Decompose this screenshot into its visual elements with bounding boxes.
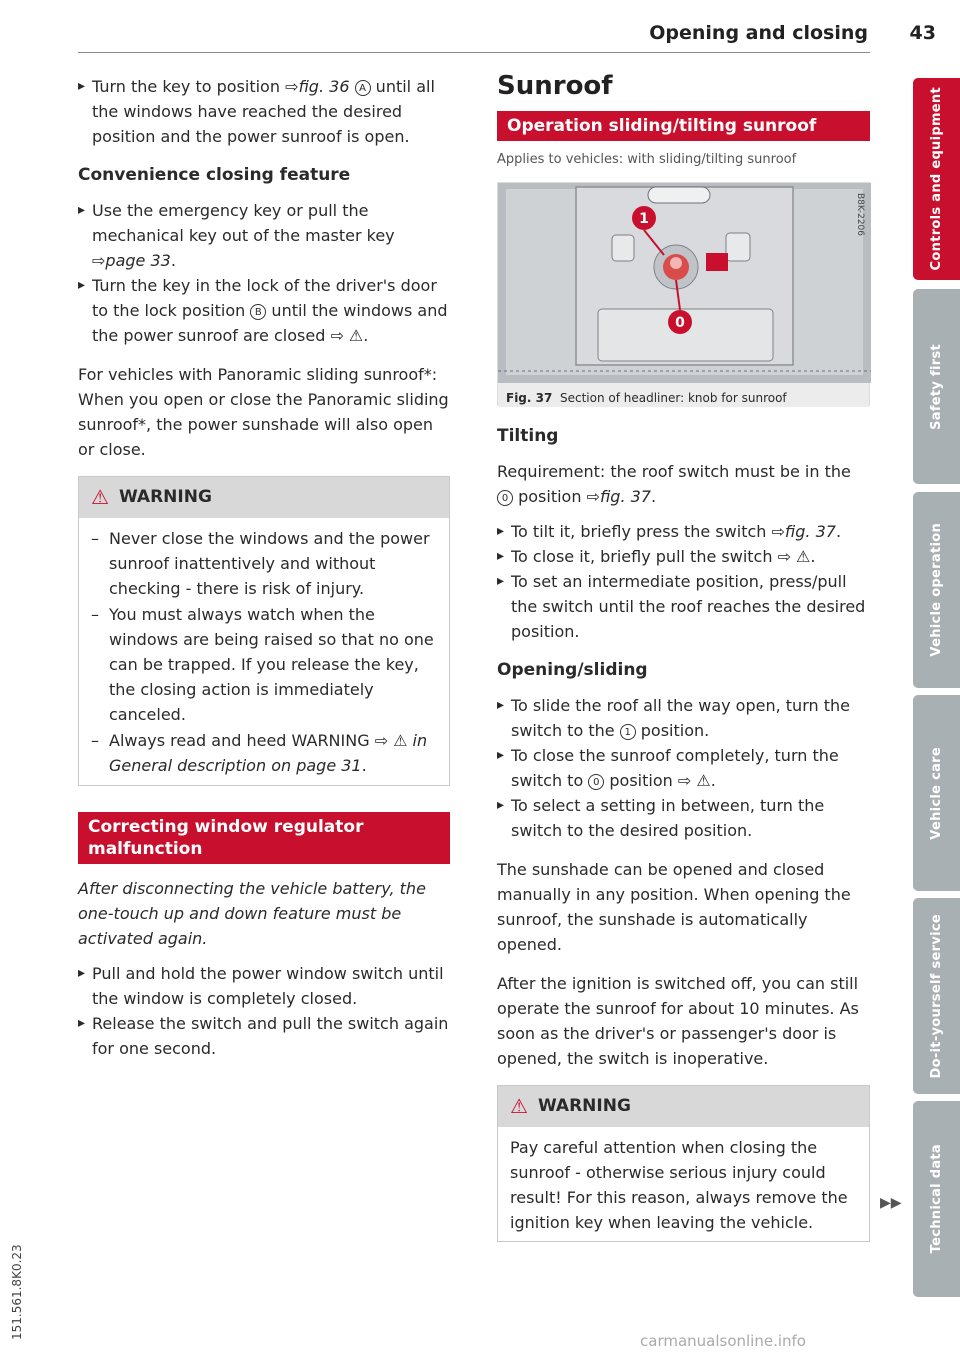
warning-triangle-icon: ⚠ [510,1094,528,1118]
headliner-illustration [498,183,871,383]
warning-text: Pay careful attention when closing the sunroof - otherwise serious injury could result! For this reason, always remove the ignition key when leaving the vehicle. [510,1138,848,1232]
page-header-title: Opening and closing [649,22,868,44]
correcting-intro: After disconnecting the vehicle battery, the one-touch up and down feature must be activated again. [78,879,426,948]
opening-sliding-heading: Opening/sliding [497,660,648,680]
footer-watermark: carmanualsonline.info [640,1332,806,1350]
sunshade-paragraph: The sunshade can be opened and closed manually in any position. When opening the sunroof, the sunshade is automatically opened. [497,860,851,954]
tilting-heading: Tilting [497,426,559,446]
list-item: ▸ Turn the key in the lock of the driver's door to the lock position B until the windows and the power sunroof are closed ⇨ ⚠. [78,273,450,348]
figure-caption: Fig. 37 Section of headliner: knob for sunroof [498,383,869,407]
tab-vehicle-operation[interactable]: Vehicle operation [913,492,960,688]
applies-note: Applies to vehicles: with sliding/tilting sunroof [497,152,797,167]
tab-technical-data[interactable]: Technical data [913,1101,960,1297]
warning-item: – You must always watch when the windows are being raised so that no one can be trapped. If you release the key, the closing action is immediately canceled. [91,602,437,727]
figure-reference-link[interactable]: ⇨fig. 37 [586,487,651,506]
figure-label-1: 1 [639,211,649,227]
panoramic-paragraph: For vehicles with Panoramic sliding sunroof*: When you open or close the Panoramic sliding sunroof*, the power sunshade will also open or close. [78,365,449,459]
warning-triangle-icon: ⚠ [91,485,109,509]
position-b-marker: B [250,304,266,320]
warning-header: ⚠ WARNING [498,1086,869,1127]
figure-reference-link[interactable]: ⇨fig. 37 [771,522,836,541]
tab-do-it-yourself-service[interactable]: Do-it-yourself service [913,898,960,1094]
left-column [78,74,450,1061]
page-number: 43 [909,22,936,44]
tab-vehicle-care[interactable]: Vehicle care [913,695,960,891]
section-title: Sunroof [497,71,613,101]
tab-safety-first[interactable]: Safety first [913,289,960,484]
correcting-regulator-heading: Correcting window regulator malfunction [78,812,450,864]
document-code: 151.561.8K0.23 [10,1244,24,1340]
ignition-paragraph: After the ignition is switched off, you can still operate the sunroof for about 10 minutes. As soon as the driver's or passenger's door is opened, the switch is inoperative. [497,974,859,1068]
list-item: ▸ To close it, briefly pull the switch ⇨ ⚠. [497,544,870,569]
continue-arrow-icon: ▶▶ [880,1195,902,1211]
list-item: ▸ To set an intermediate position, press/pull the switch until the roof reaches the desired position. [497,569,870,644]
warning-reference-link[interactable]: ⇨ ⚠ [677,771,711,790]
figure-code: B8K-2206 [855,193,865,237]
position-0-marker: 0 [497,490,513,506]
header-rule [78,52,870,53]
warning-item: – Always read and heed WARNING ⇨ ⚠ in General description on page 31. [91,728,437,778]
tab-controls-and-equipment[interactable]: Controls and equipment [913,78,960,280]
list-item: ▸ Release the switch and pull the switch again for one second. [78,1011,450,1061]
page-reference-link[interactable]: ⇨page 33 [92,251,171,270]
right-column [497,71,870,1242]
convenience-closing-heading: Convenience closing feature [78,165,351,185]
list-item: ▸ Pull and hold the power window switch until the window is completely closed. [78,961,450,1011]
figure-label-0: 0 [675,315,685,331]
warning-header: ⚠ WARNING [79,477,449,518]
warning-reference-link[interactable]: ⇨ ⚠ [330,326,364,345]
list-item: ▸ To close the sunroof completely, turn the switch to 0 position ⇨ ⚠. [497,743,870,793]
tilting-requirement: Requirement: the roof switch must be in the 0 position ⇨fig. 37. [497,462,851,506]
position-1-marker: 1 [620,724,636,740]
warning-reference-link[interactable]: ⇨ ⚠ [777,547,811,566]
warning-box [497,1085,870,1242]
list-item: ▸ To tilt it, briefly press the switch ⇨fig. 37. [497,519,870,544]
list-item: ▸ To select a setting in between, turn the switch to the desired position. [497,793,870,843]
general-description-link[interactable]: ⇨ ⚠ in General description on page 31 [109,731,428,775]
figure-reference-link[interactable]: ⇨fig. 36 [285,77,350,96]
subsection-bar: Operation sliding/tilting sunroof [497,111,870,141]
warning-box [78,476,450,786]
position-0-marker: 0 [588,774,604,790]
list-item: ▸ To slide the roof all the way open, turn the switch to the 1 position. [497,693,870,743]
figure-37 [497,182,870,406]
list-item: ▸ Turn the key to position ⇨fig. 36 A until all the windows have reached the desired position and the power sunroof is open. [78,74,450,149]
warning-item: – Never close the windows and the power sunroof inattentively and without checking - there is risk of injury. [91,526,437,601]
list-item: ▸ Use the emergency key or pull the mechanical key out of the master key ⇨page 33. [78,198,450,273]
position-a-marker: A [355,80,371,96]
